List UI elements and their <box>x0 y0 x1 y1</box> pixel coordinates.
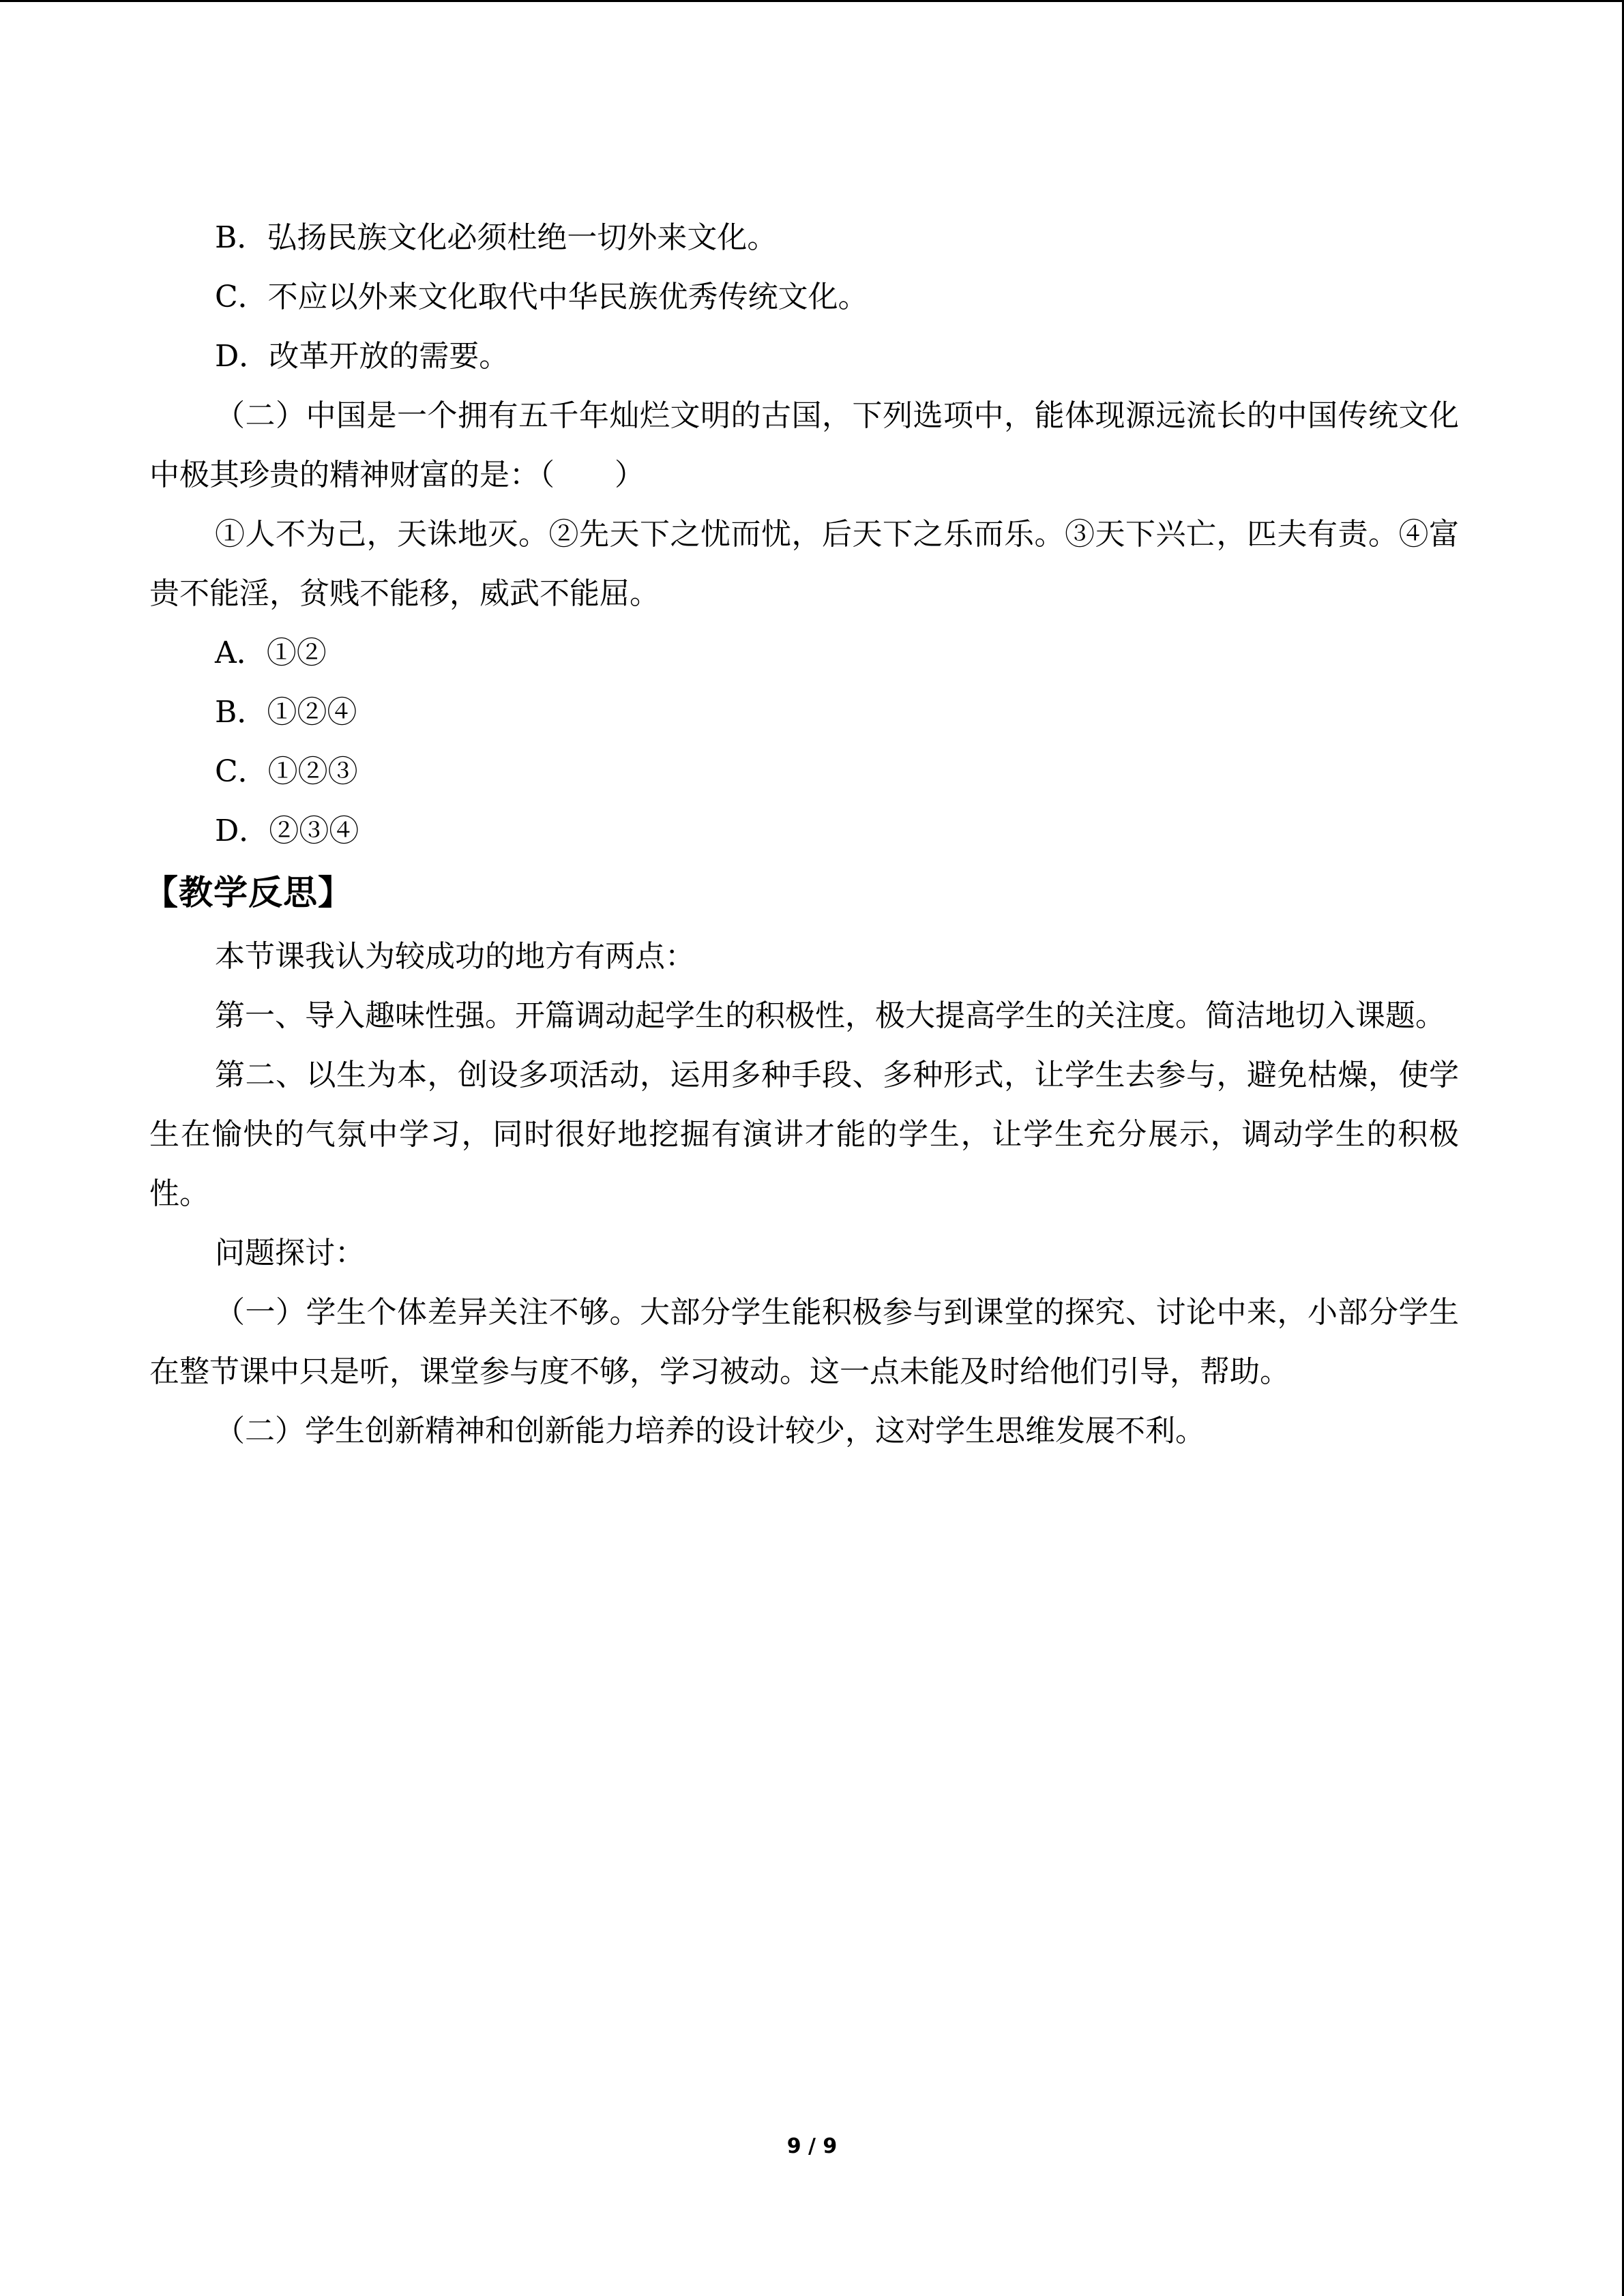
q2-option-a: A．①② <box>215 636 327 670</box>
q1-option-d: D．改革开放的需要。 <box>215 339 510 374</box>
reflection-heading: 【教学反思】 <box>144 873 353 912</box>
reflection-point-two: 第二、以生为本，创设多项活动，运用多种手段、多种形式，让学生去参与，避免枯燥，使学生在愉快的气氛中学习，同时很好地挖掘有演讲才能的学生，让学生充分展示，调动学生的积极性。 <box>149 1058 1459 1211</box>
q1-option-c: C．不应以外来文化取代中华民族优秀传统文化。 <box>215 280 868 314</box>
q1-option-b: B．弘扬民族文化必须杜绝一切外来文化。 <box>215 220 778 255</box>
page-number: 9 / 9 <box>786 2134 838 2158</box>
q2-option-d: D．②③④ <box>215 814 359 848</box>
reflection-intro: 本节课我认为较成功的地方有两点： <box>215 939 695 974</box>
q2-option-c: C．①②③ <box>215 754 358 789</box>
q2-stem: （二）中国是一个拥有五千年灿烂文明的古国，下列选项中，能体现源远流长的中国传统文化中极其珍贵的精神财富的是：（ ） <box>149 398 1459 492</box>
q2-option-b: B．①②④ <box>215 695 357 730</box>
reflection-point-one: 第一、导入趣味性强。开篇调动起学生的积极性，极大提高学生的关注度。简洁地切入课题。 <box>215 998 1445 1033</box>
problems-heading: 问题探讨： <box>215 1236 365 1270</box>
q2-statements: ①人不为己，天诛地灭。②先天下之忧而忧，后天下之乐而乐。③天下兴亡，匹夫有责。④富贵不能淫，贫贱不能移，威武不能屈。 <box>149 517 1459 611</box>
document-body <box>144 208 1459 1461</box>
problem-one: （一）学生个体差异关注不够。大部分学生能积极参与到课堂的探究、讨论中来，小部分学生在整节课中只是听，课堂参与度不够，学习被动。这一点未能及时给他们引导，帮助。 <box>149 1295 1459 1389</box>
problem-two: （二）学生创新精神和创新能力培养的设计较少，这对学生思维发展不利。 <box>215 1414 1205 1448</box>
